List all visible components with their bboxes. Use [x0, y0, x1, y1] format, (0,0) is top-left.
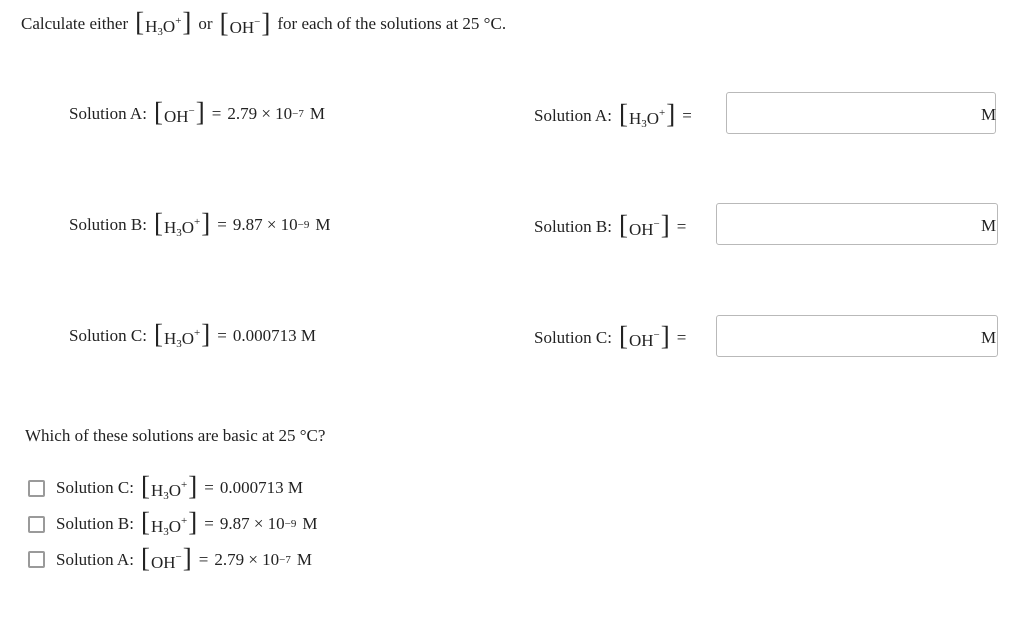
given-solution-c: Solution C: $[H_3O^+]$ = 0.000713 M	[69, 319, 316, 350]
checkbox[interactable]	[28, 516, 45, 533]
question-text: Which of these solutions are basic at 25 °C?	[25, 426, 326, 445]
oh-formula: [OH−]	[140, 543, 192, 573]
h3o-formula: $[H_3O^+]$	[618, 99, 676, 130]
answer-input-c[interactable]	[716, 315, 998, 357]
instructions-prefix: Calculate either	[21, 14, 129, 33]
answer-input-a[interactable]	[726, 92, 996, 134]
h3o-formula: $[H_3O^+]$	[135, 7, 192, 38]
checkbox[interactable]	[28, 480, 45, 497]
answer-label-b: Solution B: [OH−] =	[534, 210, 687, 240]
h3o-formula: $[H_3O^+]$	[140, 507, 198, 538]
h3o-formula: $[H_3O^+]$	[140, 471, 198, 502]
answer-label-c: Solution C: [OH−] =	[534, 321, 687, 351]
oh-formula: [OH−]	[618, 210, 670, 240]
answer-unit-a: M	[981, 105, 997, 124]
answer-unit-c: M	[981, 328, 997, 347]
option-solution-c[interactable]: Solution C: $[H_3O^+]$ = 0.000713 M	[28, 474, 303, 502]
given-solution-b: Solution B: $[H_3O^+]$ = 9.87 × 10 −9 M	[69, 208, 331, 239]
answer-input-b[interactable]	[716, 203, 998, 245]
instructions	[21, 7, 507, 38]
option-solution-b[interactable]: Solution B: $[H_3O^+]$ = 9.87 × 10 −9 M	[28, 510, 318, 538]
h3o-formula: $[H_3O^+]$	[153, 319, 211, 350]
checkbox[interactable]	[28, 551, 45, 568]
given-solution-a: Solution A: [OH−] = 2.79 × 10 −7 M	[69, 97, 325, 127]
answer-label-a: Solution A: $[H_3O^+]$ =	[534, 99, 692, 130]
h3o-formula: $[H_3O^+]$	[153, 208, 211, 239]
option-solution-a[interactable]: Solution A: [OH−] = 2.79 × 10 −7 M	[28, 546, 312, 573]
instructions-suffix: for each of the solutions at 25 °C.	[277, 14, 507, 33]
oh-formula: [OH−]	[618, 321, 670, 351]
instructions-or: or	[198, 14, 213, 33]
oh-formula: [OH−]	[219, 7, 271, 38]
answer-unit-b: M	[981, 216, 997, 235]
oh-formula: [OH−]	[153, 97, 205, 127]
